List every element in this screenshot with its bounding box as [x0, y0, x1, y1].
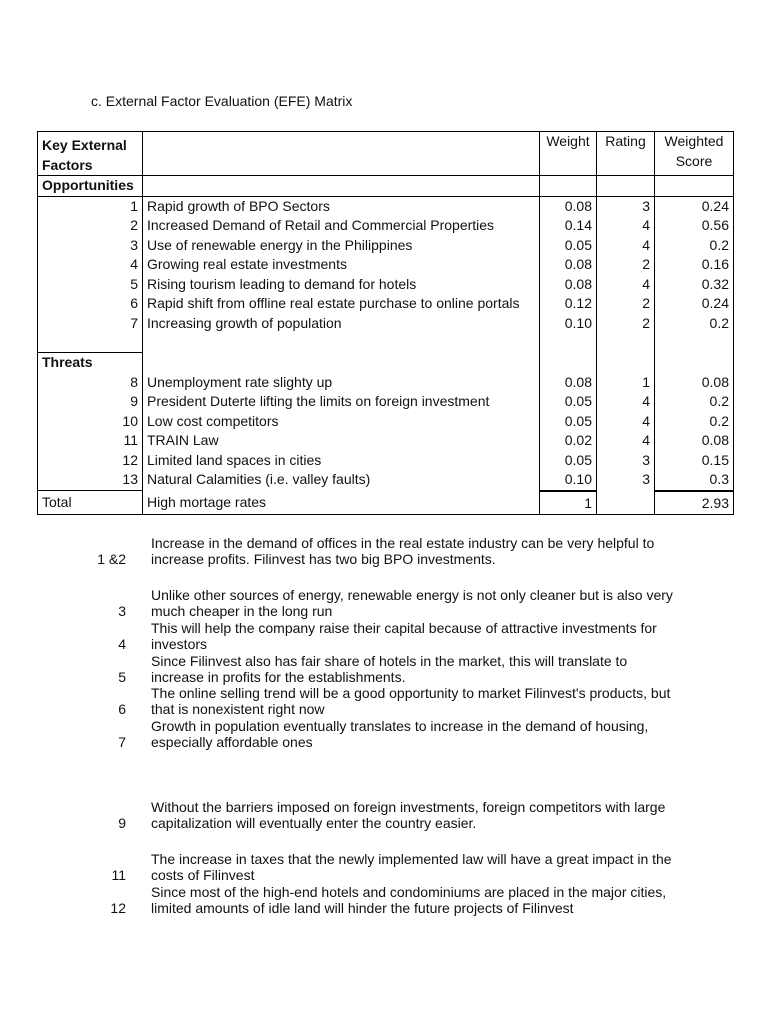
note-text: [151, 884, 691, 916]
table-row: [38, 470, 734, 491]
note-text-line: The increase in taxes that the newly implemented law will have a great impact in the: [151, 851, 672, 867]
table-row: [38, 392, 734, 412]
table-row: [38, 275, 734, 295]
table-row: [38, 216, 734, 236]
factor-rating: 4: [597, 275, 655, 295]
factor-weighted-score: 0.32: [655, 275, 734, 295]
factor-description: Low cost competitors: [143, 412, 540, 432]
note-reference: 11: [111, 867, 126, 883]
table-row: [38, 196, 734, 216]
section-row-threats: [38, 353, 734, 373]
factor-number: 3: [38, 236, 143, 256]
note-text: [151, 620, 691, 652]
note-reference: 6: [118, 701, 126, 717]
factor-weight: 0.08: [540, 255, 597, 275]
factor-weight: 0.05: [540, 392, 597, 412]
factor-description: Increasing growth of population: [143, 314, 540, 334]
factor-description: Unemployment rate slighty up: [143, 373, 540, 393]
header-rating: Rating: [597, 132, 655, 176]
factor-number: 8: [38, 373, 143, 393]
factor-number: 2: [38, 216, 143, 236]
table-row: [38, 451, 734, 471]
factor-weighted-score: 0.2: [655, 392, 734, 412]
note-text-line: increase profits. Filinvest has two big BPO investments.: [151, 551, 496, 567]
section-label-opportunities: Opportunities: [38, 176, 143, 197]
total-rating: [597, 491, 655, 515]
factor-rating: 4: [597, 236, 655, 256]
factor-rating: 2: [597, 314, 655, 334]
note-reference: 12: [110, 900, 126, 916]
factor-number: 7: [38, 314, 143, 334]
note-text-line: much cheaper in the long run: [151, 603, 333, 619]
factor-description: Natural Calamities (i.e. valley faults): [143, 470, 540, 491]
factor-weight: 0.10: [540, 470, 597, 491]
factor-weight: 0.08: [540, 373, 597, 393]
note-text-line: Without the barriers imposed on foreign investments, foreign competitors with large: [151, 799, 666, 815]
factor-number: 6: [38, 294, 143, 314]
factor-weight: 0.05: [540, 236, 597, 256]
factor-weighted-score: 0.3: [655, 470, 734, 491]
factor-number: 4: [38, 255, 143, 275]
factor-rating: 4: [597, 216, 655, 236]
factor-number: 10: [38, 412, 143, 432]
factor-description: Rising tourism leading to demand for hotels: [143, 275, 540, 295]
factor-rating: 4: [597, 431, 655, 451]
note-text-line: increase in profits for the establishments.: [151, 669, 406, 685]
header-factor-blank: [143, 132, 540, 176]
factor-description: Use of renewable energy in the Philippines: [143, 236, 540, 256]
factor-weighted-score: 0.2: [655, 236, 734, 256]
total-label: Total: [38, 491, 143, 515]
factor-weighted-score: 0.08: [655, 431, 734, 451]
factor-rating: 3: [597, 470, 655, 491]
factor-number: 11: [38, 431, 143, 451]
factor-weight: 0.14: [540, 216, 597, 236]
note-text-line: This will help the company raise their capital because of attractive investments for: [151, 620, 657, 636]
table-row: [38, 236, 734, 256]
factor-weighted-score: 0.24: [655, 294, 734, 314]
factor-rating: 2: [597, 294, 655, 314]
factor-weighted-score: 0.56: [655, 216, 734, 236]
note-reference: 4: [118, 636, 126, 652]
note-text-line: that is nonexistent right now: [151, 701, 325, 717]
total-factor: High mortage rates: [143, 491, 540, 515]
table-row: [38, 412, 734, 432]
note-reference: 1 &2: [97, 551, 126, 567]
efe-matrix-table: [37, 131, 734, 515]
factor-weight: 0.05: [540, 451, 597, 471]
factor-weight: 0.08: [540, 275, 597, 295]
document-heading: c. External Factor Evaluation (EFE) Matrix: [91, 93, 353, 109]
note-text-line: limited amounts of idle land will hinder the future projects of Filinvest: [151, 900, 574, 916]
header-key-factors: Key External Factors: [38, 132, 143, 176]
total-weight: 1: [540, 491, 597, 515]
note-text: [151, 587, 691, 619]
note-text: [151, 718, 691, 750]
note-reference: 3: [118, 603, 126, 619]
factor-description: Rapid growth of BPO Sectors: [143, 196, 540, 216]
note-reference: 9: [118, 815, 126, 831]
factor-weight: 0.05: [540, 412, 597, 432]
note-text: [151, 851, 691, 883]
factor-description: Growing real estate investments: [143, 255, 540, 275]
factor-rating: 4: [597, 412, 655, 432]
table-row: [38, 255, 734, 275]
note-text: [151, 535, 691, 567]
header-weight: Weight: [540, 132, 597, 176]
factor-number: 12: [38, 451, 143, 471]
factor-rating: 2: [597, 255, 655, 275]
table-row: [38, 431, 734, 451]
table-row: [38, 373, 734, 393]
factor-number: 5: [38, 275, 143, 295]
factor-weight: 0.12: [540, 294, 597, 314]
note-text-line: capitalization will eventually enter the country easier.: [151, 815, 477, 831]
section-label-threats: Threats: [38, 353, 143, 373]
factor-weight: 0.10: [540, 314, 597, 334]
factor-rating: 3: [597, 451, 655, 471]
note-text-line: Increase in the demand of offices in the real estate industry can be very helpful to: [151, 535, 655, 551]
factor-number: 9: [38, 392, 143, 412]
note-text-line: investors: [151, 636, 208, 652]
note-text-line: The online selling trend will be a good opportunity to market Filinvest's products, but: [151, 685, 671, 701]
note-text-line: Since most of the high-end hotels and condominiums are placed in the major cities,: [151, 884, 667, 900]
factor-weighted-score: 0.08: [655, 373, 734, 393]
note-reference: 7: [118, 734, 126, 750]
factor-rating: 1: [597, 373, 655, 393]
factor-rating: 4: [597, 392, 655, 412]
factor-description: Increased Demand of Retail and Commercial Properties: [143, 216, 540, 236]
factor-number: 1: [38, 196, 143, 216]
note-text-line: Since Filinvest also has fair share of hotels in the market, this will translate to: [151, 653, 628, 669]
factor-description: President Duterte lifting the limits on foreign investment: [143, 392, 540, 412]
note-text-line: especially affordable ones: [151, 734, 313, 750]
table-row: [38, 294, 734, 314]
note-text: [151, 799, 691, 831]
note-text-line: costs of Filinvest: [151, 867, 255, 883]
factor-weighted-score: 0.16: [655, 255, 734, 275]
factor-description: Limited land spaces in cities: [143, 451, 540, 471]
note-text-line: Unlike other sources of energy, renewable energy is not only cleaner but is also very: [151, 587, 673, 603]
factor-description: TRAIN Law: [143, 431, 540, 451]
section-row-opportunities: [38, 176, 734, 197]
factor-weighted-score: 0.24: [655, 196, 734, 216]
factor-weighted-score: 0.2: [655, 412, 734, 432]
spacer-row: [38, 333, 734, 353]
note-text: [151, 653, 691, 685]
total-row: [38, 491, 734, 515]
total-weighted-score: 2.93: [655, 491, 734, 515]
factor-weight: 0.08: [540, 196, 597, 216]
note-reference: 5: [118, 669, 126, 685]
factor-weighted-score: 0.15: [655, 451, 734, 471]
header-weighted-score: Weighted Score: [655, 132, 734, 176]
factor-rating: 3: [597, 196, 655, 216]
table-header-row: [38, 132, 734, 176]
table-row: [38, 314, 734, 334]
note-text-line: Growth in population eventually translates to increase in the demand of housing,: [151, 718, 649, 734]
factor-number: 13: [38, 470, 143, 491]
factor-description: Rapid shift from offline real estate purchase to online portals: [143, 294, 540, 314]
factor-weighted-score: 0.2: [655, 314, 734, 334]
note-text: [151, 685, 691, 717]
factor-weight: 0.02: [540, 431, 597, 451]
